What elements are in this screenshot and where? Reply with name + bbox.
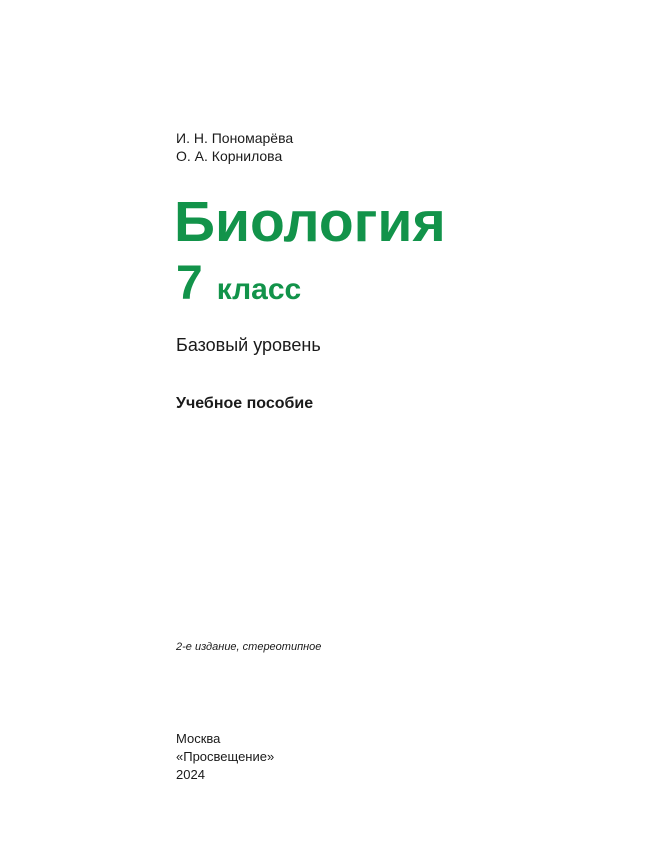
- imprint-year: 2024: [176, 767, 205, 782]
- imprint-block: [176, 730, 274, 784]
- grade-word: класс: [216, 273, 302, 306]
- publication-type: Учебное пособие: [176, 395, 314, 412]
- edition-note: 2-е издание, стереотипное: [176, 641, 322, 653]
- authors-block: [176, 129, 293, 165]
- imprint-publisher: «Просвещение»: [176, 749, 275, 764]
- author-name: О. А. Корнилова: [176, 148, 283, 164]
- grade-number: 7: [176, 257, 203, 310]
- level-subtitle: Базовый уровень: [176, 335, 321, 355]
- author-name: И. Н. Пономарёва: [176, 130, 294, 146]
- grade-heading: [176, 258, 301, 316]
- book-title: Биология: [174, 190, 446, 254]
- imprint-city: Москва: [176, 731, 221, 746]
